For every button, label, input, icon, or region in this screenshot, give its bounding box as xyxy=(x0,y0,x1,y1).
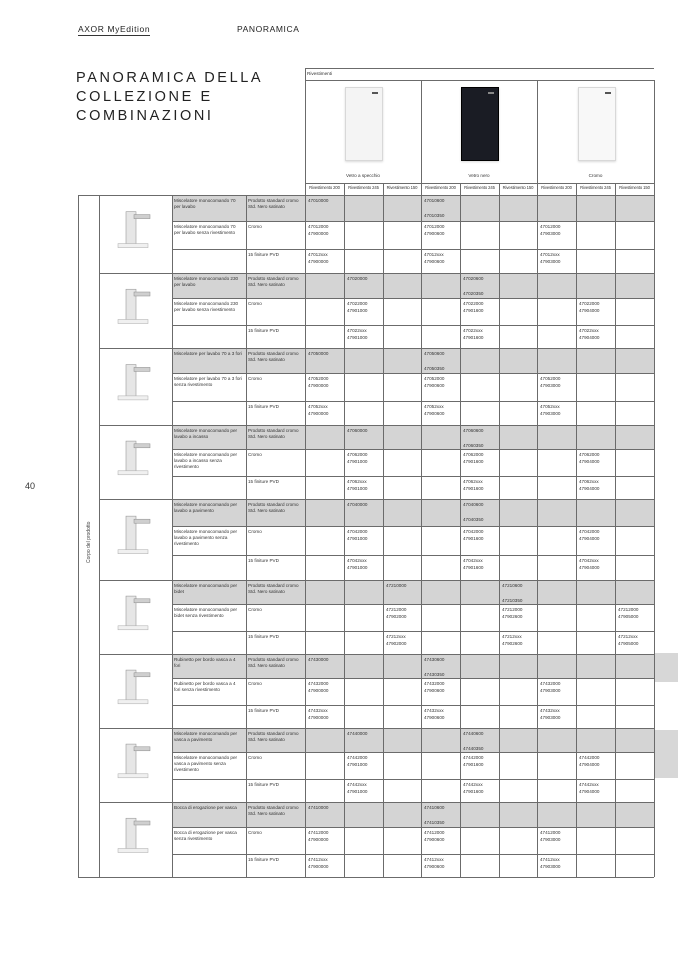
article-code: 47432000 xyxy=(424,681,445,686)
product-image xyxy=(112,356,158,413)
article-code: 47012000 xyxy=(540,224,561,229)
article-code: 47060000 xyxy=(347,428,368,433)
article-code: 47062xxx xyxy=(463,479,483,484)
article-code: 47904000 xyxy=(579,789,600,794)
article-code: 47210600 xyxy=(502,583,523,588)
finish-type: Prodotto standard cromo Std. Nero satinato xyxy=(248,657,299,669)
article-code: 47900600 xyxy=(424,837,445,842)
column-header: Rivestimento 200 xyxy=(541,185,572,190)
article-code: 47210350 xyxy=(502,598,523,603)
article-code: 47052xxx xyxy=(540,404,560,409)
axor-logo-mark xyxy=(372,92,378,94)
article-code: 47432000 xyxy=(308,681,329,686)
column-header: Rivestimento 150 xyxy=(619,185,650,190)
finish-type: Cromo xyxy=(248,529,262,534)
article-code: 47062000 xyxy=(347,452,368,457)
row-divider xyxy=(172,854,654,855)
product-name: Rubinetto per bordo vasca a 4 fori xyxy=(174,657,236,669)
article-code: 47442xxx xyxy=(347,782,367,787)
row-divider xyxy=(172,827,654,828)
article-code: 47052000 xyxy=(424,376,445,381)
article-code: 47900600 xyxy=(424,688,445,693)
article-code: 47900600 xyxy=(424,231,445,236)
article-code: 47042xxx xyxy=(347,558,367,563)
article-code: 47901600 xyxy=(463,789,484,794)
article-code: 47432xxx xyxy=(540,708,560,713)
article-code: 47432xxx xyxy=(424,708,444,713)
product-image xyxy=(112,810,158,865)
block-divider xyxy=(99,654,654,655)
article-code: 47904000 xyxy=(579,486,600,491)
article-code: 47430600 xyxy=(424,657,445,662)
product-image xyxy=(112,507,158,568)
product-name: Bocca di erogazione per vasca senza rivestimento xyxy=(174,830,237,842)
article-code: 47901600 xyxy=(463,459,484,464)
finish-type: Prodotto standard cromo Std. Nero satinato xyxy=(248,502,299,514)
row-divider xyxy=(172,705,654,706)
article-code: 47412000 xyxy=(540,830,561,835)
table-top-line xyxy=(78,195,654,196)
article-code: 47900000 xyxy=(308,231,329,236)
table-left-line xyxy=(78,195,79,877)
article-code: 47440350 xyxy=(463,746,484,751)
article-code: 47042xxx xyxy=(579,558,599,563)
column-line xyxy=(499,183,500,877)
article-code: 47212000 xyxy=(502,607,523,612)
column-line xyxy=(383,183,384,877)
finish-type: Prodotto standard cromo Std. Nero satinato xyxy=(248,805,299,817)
finish-type: Cromo xyxy=(248,830,262,835)
product-name: Miscelatore per lavabo 70 a 3 fori xyxy=(174,351,242,356)
article-code: 47900000 xyxy=(308,383,329,388)
finish-type: 15 finiture PVD xyxy=(248,404,279,409)
article-code: 47040600 xyxy=(463,502,484,507)
article-code: 47900000 xyxy=(308,688,329,693)
article-code: 47052000 xyxy=(308,376,329,381)
article-code: 47022000 xyxy=(463,301,484,306)
article-code: 47212xxx xyxy=(386,634,406,639)
article-code: 47012xxx xyxy=(424,252,444,257)
article-code: 47052000 xyxy=(540,376,561,381)
finish-type: 15 finiture PVD xyxy=(248,708,279,713)
article-code: 47412xxx xyxy=(540,857,560,862)
article-code: 47410000 xyxy=(308,805,329,810)
article-code: 47900000 xyxy=(308,837,329,842)
article-code: 47012000 xyxy=(308,224,329,229)
article-code: 47440000 xyxy=(347,731,368,736)
article-code: 47903000 xyxy=(540,259,561,264)
article-code: 47412000 xyxy=(424,830,445,835)
block-divider xyxy=(99,348,654,349)
row-divider xyxy=(172,325,654,326)
product-name: Miscelatore monocomando 70 per lavabo xyxy=(174,198,236,210)
article-code: 47905000 xyxy=(618,614,639,619)
article-code: 47060600 xyxy=(463,428,484,433)
row-divider xyxy=(172,401,654,402)
cover-panel-1 xyxy=(345,87,383,161)
title-line-1: PANORAMICA DELLA xyxy=(76,70,264,86)
shaded-row xyxy=(172,802,654,827)
article-code: 47900000 xyxy=(308,864,329,869)
article-code: 47901000 xyxy=(347,335,368,340)
article-code: 47042000 xyxy=(579,529,600,534)
product-name: Miscelatore monocomando per vasca a pavimento xyxy=(174,731,238,743)
row-divider xyxy=(172,249,654,250)
column-header: Rivestimento 150 xyxy=(502,185,534,190)
article-code: 47012000 xyxy=(424,224,445,229)
column-header: Rivestimento 150 xyxy=(386,185,418,190)
article-code: 47901000 xyxy=(347,565,368,570)
article-code: 47901000 xyxy=(347,308,368,313)
finish-type: 15 finiture PVD xyxy=(248,857,279,862)
block-divider xyxy=(99,425,654,426)
article-code: 47442xxx xyxy=(463,782,483,787)
column-line xyxy=(576,183,577,877)
article-code: 47050350 xyxy=(424,366,445,371)
panel-group-label: Vetro nero xyxy=(468,173,490,178)
shaded-row xyxy=(172,425,654,449)
article-code: 47062xxx xyxy=(579,479,599,484)
cover-panel-3 xyxy=(578,87,616,161)
article-code: 47052xxx xyxy=(424,404,444,409)
article-code: 47903000 xyxy=(540,231,561,236)
article-code: 47904000 xyxy=(579,565,600,570)
shaded-row xyxy=(172,728,654,752)
article-code: 47901600 xyxy=(463,565,484,570)
article-code: 47432xxx xyxy=(308,708,328,713)
article-code: 47432000 xyxy=(540,681,561,686)
title-line-2: COLLEZIONE E xyxy=(76,89,213,105)
article-code: 47022xxx xyxy=(463,328,483,333)
column-line xyxy=(305,68,306,877)
row-divider xyxy=(172,526,654,527)
brand-label: AXOR MyEdition xyxy=(78,24,151,34)
product-image xyxy=(112,203,158,261)
finish-type: 15 finiture PVD xyxy=(248,252,279,257)
article-code: 47042xxx xyxy=(463,558,483,563)
axor-logo-mark xyxy=(488,92,494,94)
finish-type: Cromo xyxy=(248,681,262,686)
article-code: 47903000 xyxy=(540,864,561,869)
article-code: 47210000 xyxy=(386,583,407,588)
article-code: 47900000 xyxy=(308,715,329,720)
shaded-row xyxy=(172,273,654,298)
finish-type: Prodotto standard cromo Std. Nero satinato xyxy=(248,351,299,363)
article-code: 47060350 xyxy=(463,443,484,448)
column-header: Rivestimento 245 xyxy=(464,185,495,190)
shaded-row xyxy=(172,654,654,678)
row-divider xyxy=(172,298,654,299)
header-line xyxy=(305,80,654,81)
product-name: Miscelatore monocomando per lavabo a incasso xyxy=(174,428,238,440)
block-divider xyxy=(99,499,654,500)
article-code: 47904000 xyxy=(579,762,600,767)
row-divider xyxy=(172,752,654,753)
section-label: PANORAMICA xyxy=(237,24,300,34)
block-divider xyxy=(99,802,654,803)
article-code: 47020600 xyxy=(463,276,484,281)
row-divider xyxy=(172,476,654,477)
shaded-row xyxy=(172,348,654,373)
article-code: 47901600 xyxy=(463,762,484,767)
cover-panel-2 xyxy=(461,87,499,161)
article-code: 47010000 xyxy=(308,198,329,203)
product-name: Bocca di erogazione per vasca xyxy=(174,805,237,810)
article-code: 47212000 xyxy=(386,607,407,612)
title-line-3: COMBINAZIONI xyxy=(76,108,214,124)
article-code: 47903000 xyxy=(540,688,561,693)
finish-type: Prodotto standard cromo Std. Nero satinato xyxy=(248,428,299,440)
article-code: 47902000 xyxy=(386,614,407,619)
article-code: 47042000 xyxy=(347,529,368,534)
article-code: 47901600 xyxy=(463,536,484,541)
article-code: 47022xxx xyxy=(579,328,599,333)
row-divider xyxy=(172,221,654,222)
finish-type: Cromo xyxy=(248,224,262,229)
article-code: 47022000 xyxy=(347,301,368,306)
shaded-row xyxy=(172,499,654,526)
panel-group-label: Vetro a specchio xyxy=(346,173,380,178)
article-code: 47901000 xyxy=(347,536,368,541)
product-image xyxy=(112,662,158,716)
product-table xyxy=(78,68,654,877)
article-code: 47010350 xyxy=(424,213,445,218)
article-code: 47904000 xyxy=(579,459,600,464)
axor-logo-mark xyxy=(605,92,611,94)
column-header: Rivestimento 200 xyxy=(425,185,456,190)
article-code: 47902000 xyxy=(386,641,407,646)
article-code: 47903000 xyxy=(540,383,561,388)
article-code: 47412xxx xyxy=(308,857,328,862)
article-code: 47212xxx xyxy=(618,634,638,639)
article-code: 47022000 xyxy=(579,301,600,306)
article-code: 47903000 xyxy=(540,411,561,416)
column-line xyxy=(172,195,173,877)
finish-type: 15 finiture PVD xyxy=(248,634,279,639)
row-divider xyxy=(172,779,654,780)
side-tab-marker xyxy=(655,730,678,778)
column-line xyxy=(246,195,247,877)
product-name: Miscelatore monocomando per bidet xyxy=(174,583,238,595)
product-name: Miscelatore per lavabo 70 a 3 fori senza rivestimento xyxy=(174,376,242,388)
article-code: 47050600 xyxy=(424,351,445,356)
article-code: 47020000 xyxy=(347,276,368,281)
article-code: 47900600 xyxy=(424,864,445,869)
product-name: Miscelatore monocomando 70 per lavabo senza rivestimento xyxy=(174,224,236,236)
product-name: Miscelatore monocomando per lavabo a pavimento xyxy=(174,502,238,514)
column-header: Rivestimento 200 xyxy=(309,185,340,190)
side-label: Corpo del prodotto xyxy=(86,521,92,563)
finish-type: Prodotto standard cromo Std. Nero satinato xyxy=(248,276,299,288)
row-divider xyxy=(172,373,654,374)
article-code: 47442xxx xyxy=(579,782,599,787)
product-name: Miscelatore monocomando per lavabo a incasso senza rivestimento xyxy=(174,452,238,470)
column-line xyxy=(615,183,616,877)
article-code: 47410600 xyxy=(424,805,445,810)
product-name: Miscelatore monocomando per vasca a pavimento senza rivestimento xyxy=(174,755,238,773)
row-divider xyxy=(172,678,654,679)
article-code: 47902600 xyxy=(502,614,523,619)
shaded-row xyxy=(172,580,654,604)
article-code: 47022xxx xyxy=(347,328,367,333)
product-image xyxy=(112,281,158,336)
finish-type: Cromo xyxy=(248,452,262,457)
shaded-row xyxy=(172,195,654,221)
article-code: 47040350 xyxy=(463,517,484,522)
article-code: 47901600 xyxy=(463,335,484,340)
row-divider xyxy=(172,604,654,605)
column-header: Rivestimento 245 xyxy=(348,185,379,190)
row-divider xyxy=(172,555,654,556)
row-divider xyxy=(172,449,654,450)
article-code: 47902600 xyxy=(502,641,523,646)
finish-type: Cromo xyxy=(248,376,262,381)
article-code: 47410350 xyxy=(424,820,445,825)
article-code: 47903000 xyxy=(540,715,561,720)
finish-type: Cromo xyxy=(248,755,262,760)
product-name: Miscelatore monocomando 230 per lavabo xyxy=(174,276,239,288)
panel-group-label: Cromo xyxy=(588,173,603,178)
article-code: 47430350 xyxy=(424,672,445,677)
article-code: 47010600 xyxy=(424,198,445,203)
finish-type: Prodotto standard cromo Std. Nero satinato xyxy=(248,583,299,595)
table-bottom-line xyxy=(78,877,654,878)
finish-type: Cromo xyxy=(248,607,262,612)
article-code: 47062000 xyxy=(463,452,484,457)
article-code: 47050000 xyxy=(308,351,329,356)
finish-type: 15 finiture PVD xyxy=(248,328,279,333)
header-top-line xyxy=(305,68,654,69)
article-code: 47212000 xyxy=(618,607,639,612)
article-code: 47412xxx xyxy=(424,857,444,862)
block-divider xyxy=(99,580,654,581)
article-code: 47901000 xyxy=(347,486,368,491)
finish-type: 15 finiture PVD xyxy=(248,558,279,563)
article-code: 47012xxx xyxy=(308,252,328,257)
row-divider xyxy=(172,631,654,632)
product-image xyxy=(112,736,158,790)
column-line xyxy=(537,80,538,877)
product-name: Rubinetto per bordo vasca a 4 fori senza rivestimento xyxy=(174,681,236,693)
article-code: 47905000 xyxy=(618,641,639,646)
article-code: 47442000 xyxy=(463,755,484,760)
article-code: 47904000 xyxy=(579,536,600,541)
finish-type: Prodotto standard cromo Std. Nero satinato xyxy=(248,198,299,210)
product-name: Miscelatore monocomando per lavabo a pavimento senza rivestimento xyxy=(174,529,238,547)
article-code: 47900000 xyxy=(308,411,329,416)
product-image xyxy=(112,433,158,487)
article-code: 47904000 xyxy=(579,308,600,313)
article-code: 47440600 xyxy=(463,731,484,736)
article-code: 47052xxx xyxy=(308,404,328,409)
column-line xyxy=(460,183,461,877)
article-code: 47901600 xyxy=(463,308,484,313)
article-code: 47062000 xyxy=(579,452,600,457)
article-code: 47901000 xyxy=(347,789,368,794)
article-code: 47900600 xyxy=(424,259,445,264)
finish-type: Prodotto standard cromo Std. Nero satinato xyxy=(248,731,299,743)
article-code: 47212xxx xyxy=(502,634,522,639)
finish-type: Cromo xyxy=(248,301,262,306)
article-code: 47412000 xyxy=(308,830,329,835)
article-code: 47042000 xyxy=(463,529,484,534)
product-name: Miscelatore monocomando per bidet senza rivestimento xyxy=(174,607,238,619)
article-code: 47430000 xyxy=(308,657,329,662)
article-code: 47900000 xyxy=(308,259,329,264)
header-line xyxy=(305,183,654,184)
article-code: 47062xxx xyxy=(347,479,367,484)
column-line xyxy=(654,80,655,877)
article-code: 47900600 xyxy=(424,411,445,416)
article-code: 47442000 xyxy=(347,755,368,760)
article-code: 47901000 xyxy=(347,459,368,464)
article-code: 47901000 xyxy=(347,762,368,767)
product-image xyxy=(112,588,158,642)
page-number: 40 xyxy=(25,481,36,491)
rivestimenti-label: Rivestimenti xyxy=(307,71,333,76)
article-code: 47012xxx xyxy=(540,252,560,257)
product-name: Miscelatore monocomando 230 per lavabo senza rivestimento xyxy=(174,301,239,313)
article-code: 47020350 xyxy=(463,291,484,296)
article-code: 47904000 xyxy=(579,335,600,340)
column-line xyxy=(344,183,345,877)
article-code: 47901600 xyxy=(463,486,484,491)
column-line xyxy=(99,195,100,877)
finish-type: 15 finiture PVD xyxy=(248,479,279,484)
article-code: 47040000 xyxy=(347,502,368,507)
column-line xyxy=(421,80,422,877)
block-divider xyxy=(99,728,654,729)
article-code: 47900600 xyxy=(424,383,445,388)
column-header: Rivestimento 245 xyxy=(580,185,611,190)
article-code: 47903000 xyxy=(540,837,561,842)
finish-type: 15 finiture PVD xyxy=(248,782,279,787)
block-divider xyxy=(99,273,654,274)
side-tab-marker xyxy=(655,653,678,682)
article-code: 47442000 xyxy=(579,755,600,760)
article-code: 47900600 xyxy=(424,715,445,720)
